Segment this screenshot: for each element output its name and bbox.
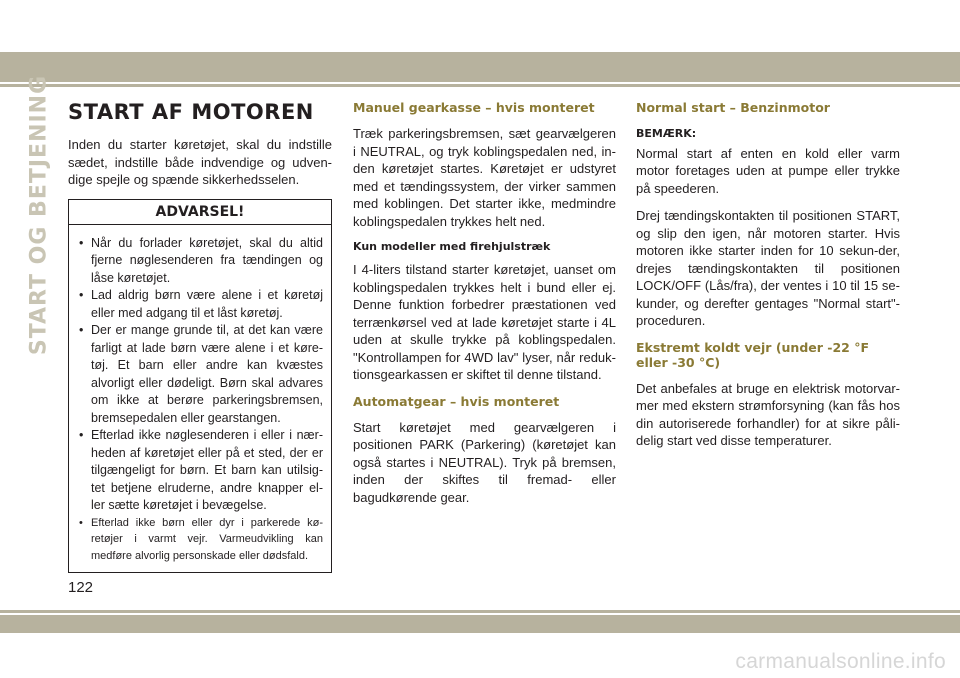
warning-box: [68, 199, 332, 574]
warning-item: • Efterlad ikke børn eller dyr i parkerede kø-retøjer i varmt vejr. Varmeudvikling kan medføre alvorlig personskade eller dødsfald.: [91, 515, 323, 565]
warning-title: ADVARSEL!: [69, 200, 331, 225]
normal-start-heading: Normal start – Benzinmotor: [636, 100, 830, 115]
normal-start-text: Drej tændingskontakten til positionen START, og slip den igen, når motoren starter. Hvis motoren ikke starter inden for 10 sekun-der, drejes tændingskontakten til positionen LOCK/OFF (Lås/fra), der ventes i 10 til 15 se-kunder, og derefter gentages "Normal start"-proceduren.: [636, 208, 900, 328]
automatic-transmission-text: Start køretøjet med gearvælgeren i positionen PARK (Parkering) (køretøjet kan også startes i NEUTRAL). Tryk på bremsen, inden der skiftes til fremad- eller bagudkørende gear.: [353, 419, 616, 505]
four-wheel-drive-subheading: Kun modeller med firehjulstræk: [353, 240, 551, 253]
header-rule: [0, 84, 960, 87]
header-band: [0, 52, 960, 82]
watermark: carmanualsonline.info: [735, 650, 946, 673]
column-2: [353, 100, 616, 516]
footer-rule: [0, 610, 960, 613]
warning-item: • Der er mange grunde til, at det kan være farligt at lade børn være alene i et køre-tøj. Et barn eller andre kan kvæstes alvorligt eller dødeligt. Børn skal advares om ikke at berøre parkeringsbremsen, bremsepedalen eller gearstangen.: [91, 322, 323, 427]
cold-weather-text: Det anbefales at bruge en elektrisk motorvar-mer med ekstern strømforsyning (kan fås hos din autoriserede forhandler) for at sikre påli-delig start ved disse temperaturer.: [636, 380, 900, 448]
side-chapter-tab: [22, 74, 56, 356]
footer-band: [0, 615, 960, 633]
page-number: 122: [68, 579, 94, 596]
intro-paragraph: Inden du starter køretøjet, skal du indstille sædet, indstille både indvendige og udven-dige spejle og spænde sikkerhedsselen.: [68, 137, 332, 187]
warning-item: • Lad aldrig børn være alene i et køretøj eller med adgang til et låst køretøj.: [91, 287, 323, 322]
note-label: BEMÆRK:: [636, 127, 697, 140]
cold-weather-heading: Ekstremt koldt vejr (under -22 °F eller -30 °C): [636, 339, 869, 370]
top-margin: [0, 0, 960, 14]
column-3: [636, 100, 900, 460]
warning-item: • Efterlad ikke nøglesenderen i eller i nær-heden af køretøjet eller på et sted, der er tilgængeligt for børn. Et barn kan utilsig-tet betjene elruderne, andre knapper el-ler sætte køretøjet i bevægelse.: [91, 427, 323, 515]
manual-transmission-heading: Manuel gearkasse – hvis monteret: [353, 100, 595, 115]
warning-list: [69, 225, 331, 573]
note-text: Normal start af enten en kold eller varm motor foretages uden at pumpe eller trykke på speederen.: [636, 145, 900, 196]
four-wheel-drive-text: I 4-liters tilstand starter køretøjet, uanset om koblingspedalen trykkes helt i bund eller ej. Denne funktion forbedrer præstationen ved terrænkørsel ved at lade køretøjet starte i 4L uden at skulle trykke på koblingspedalen. "Kontrollampen for 4WD lav" lyser, når reduk-tionsgearkassen er skiftet til denne tilstand.: [353, 262, 616, 382]
manual-transmission-text: Træk parkeringsbremsen, sæt gearvælgeren i NEUTRAL, og tryk koblingspedalen ned, in-den køretøjet startes. Køretøjet er udstyret med et tændingssystem, der virker sammen med koblingen. Det starter ikke, medmindre koblingspedalen trykkes helt ned.: [353, 126, 616, 229]
side-chapter-label: START OG BETJENING: [26, 74, 52, 356]
note-paragraph: [636, 125, 900, 197]
page-title: START AF MOTOREN: [68, 100, 314, 124]
automatic-transmission-heading: Automatgear – hvis monteret: [353, 393, 560, 409]
warning-item: • Når du forlader køretøjet, skal du altid fjerne nøglesenderen fra tændingen og låse køretøjet.: [91, 235, 323, 288]
column-1: [68, 100, 332, 573]
